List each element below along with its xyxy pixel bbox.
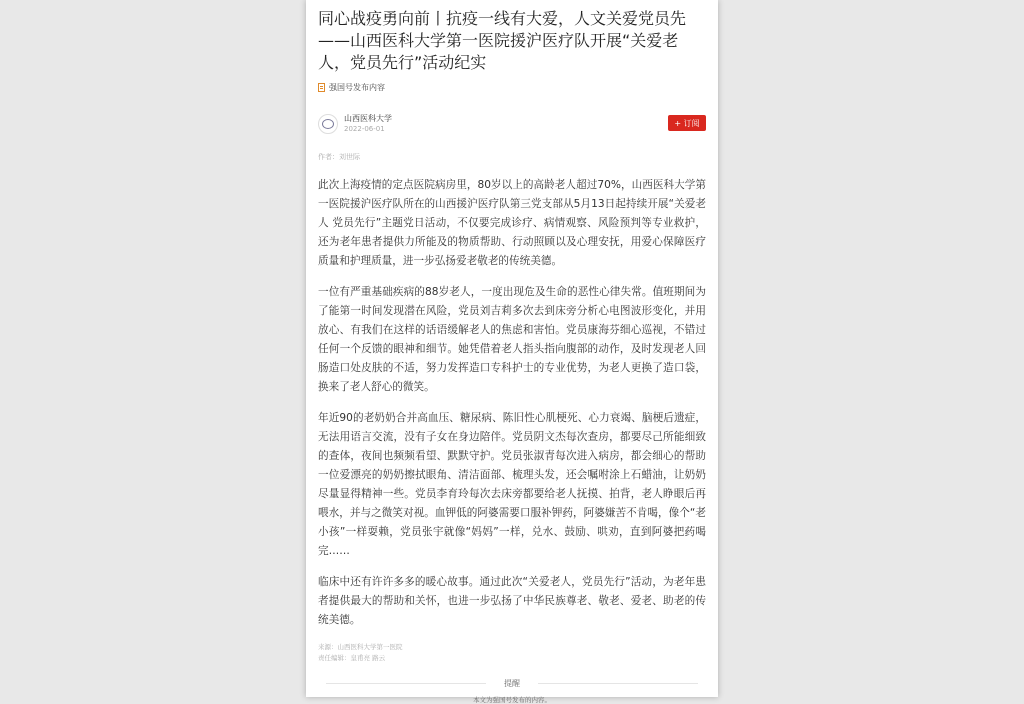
- article-page: [306, 0, 718, 704]
- university-logo-icon: [322, 119, 334, 129]
- subscribe-button[interactable]: + 订阅: [668, 115, 706, 131]
- paragraph-2: 一位有严重基础疾病的88岁老人，一度出现危及生命的恶性心律失常。值班期间为了能第一时间发现潜在风险，党员刘吉莉多次去到床旁分析心电图波形变化，并用放心、有我们在这样的话语缓解老人的焦虑和害怕。党员康海芬细心巡视，不错过任何一个反馈的眼神和细节。她凭借着老人指头指向腹部的动作，及时发现老人回肠造口处皮肤的不适，努力发挥造口专科护士的专业优势，为老人更换了造口袋，换来了老人舒心的微笑。: [318, 286, 706, 393]
- paragraph-3: 年近90的老奶奶合并高血压、糖尿病、陈旧性心肌梗死、心力衰竭、脑梗后遗症，无法用语言交流，没有子女在身边陪伴。党员阴文杰每次查房，都要尽己所能细致的查体，夜间也频频看望、默默守护。党员张淑青每次进入病房，都会细心的帮助一位爱漂亮的奶奶擦拭眼角、清洁面部、梳理头发，还会嘱咐涂上石蜡油，让奶奶尽量显得精神一些。党员李育玲每次去床旁都要给老人抚摸、拍背，老人睁眼后再喂水，并与之微笑对视。血钾低的阿婆需要口服补钾药，阿婆嫌苦不肯喝，像个“老小孩”一样耍赖，党员张宇就像“妈妈”一样，兑水、鼓励、哄劝，直到阿婆把药喝完……: [318, 412, 706, 557]
- paragraph-4: 临床中还有许许多多的暖心故事。通过此次“关爱老人，党员先行”活动，为老年患者提供最大的帮助和关怀，也进一步弘扬了中华民族尊老、敬老、爱老、助老的传统美德。: [318, 576, 706, 626]
- byline: 作者：刘世际: [318, 153, 360, 161]
- notice-title: 提醒: [318, 678, 706, 689]
- editor-line: 责任编辑：皇甫亮 路云: [318, 654, 386, 662]
- document-icon: [318, 83, 325, 92]
- paragraph-1: 此次上海疫情的定点医院病房里，80岁以上的高龄老人超过70%，山西医科大学第一医院援沪医疗队所在的山西援沪医疗队第三党支部从5月13日起持续开展“关爱老人 党员先行”主题党日活动，不仅要完成诊疗、病情观察、风险预判等专业救护，还为老年患者提供力所能及的物质帮助、行动照顾以及心理安抚，用爱心保障医疗质量和护理质量，进一步弘扬爱老敬老的传统美德。: [318, 179, 706, 267]
- avatar[interactable]: [318, 114, 338, 134]
- notice-body: 本文为强国号发布的内容。: [473, 696, 551, 704]
- source-row: [318, 82, 706, 93]
- author-info: [344, 113, 392, 134]
- source-label: 强国号发布内容: [329, 83, 385, 92]
- author-row: [318, 113, 706, 134]
- article-title: 同心战疫勇向前丨抗疫一线有大爱，人文关爱党员先——山西医科大学第一医院援沪医疗队开展“关爱老人，党员先行”活动纪实: [318, 9, 687, 72]
- publish-date: 2022-06-01: [344, 125, 385, 133]
- source-line: 来源：山西医科大学第一医院: [318, 643, 403, 651]
- author-name[interactable]: 山西医科大学: [344, 114, 392, 123]
